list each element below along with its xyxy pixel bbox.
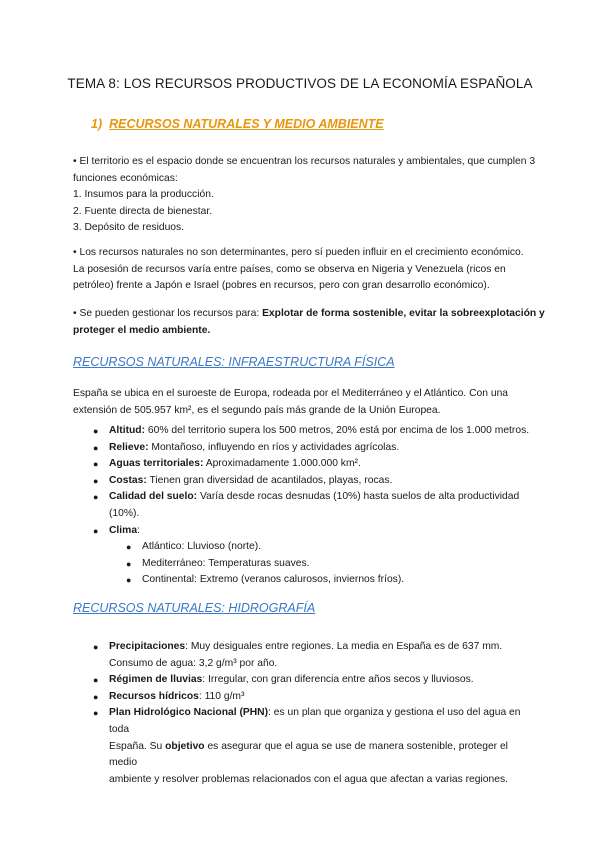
- bullet-icon: ●: [93, 442, 99, 453]
- paragraph-line: España se ubica en el suroeste de Europa, rodeada por el Mediterráneo y el Atlántico. Con una: [73, 388, 509, 399]
- item-label: Recursos hídricos: [109, 690, 199, 702]
- list-item-phn: [93, 705, 533, 738]
- paragraph-line: [73, 323, 533, 340]
- item-label: Régimen de lluvias: [109, 674, 203, 686]
- bullet-icon: ●: [93, 492, 99, 503]
- item-text: 60% del territorio supera los 500 metros, 20% está por encima de los 1.000 metros.: [145, 425, 530, 436]
- item-text: es asegurar que el agua se use de manera sostenible, proteger el medio: [109, 740, 508, 769]
- item-text: Atlántico: Lluvioso (norte).: [142, 541, 262, 553]
- bold-text: objetivo: [165, 740, 205, 752]
- hydrography-list: [93, 639, 533, 788]
- paragraph-management: [73, 306, 545, 339]
- item-text: Tienen gran diversidad de acantilados, playas, rocas.: [146, 474, 393, 486]
- climate-item: [93, 572, 533, 589]
- list-item-suelo: [93, 489, 533, 506]
- paragraph-line: • El territorio es el espacio donde se encuentran los recursos naturales y ambientales, que cumplen 3: [73, 156, 536, 167]
- list-item: 1. Insumos para la producción.: [73, 189, 214, 201]
- item-label: Calidad del suelo:: [109, 491, 198, 503]
- item-text: Continental: Extremo (veranos calurosos, inviernos fríos).: [142, 574, 405, 586]
- item-text: Aproximadamente 1.000.000 km².: [203, 458, 361, 470]
- page-title: TEMA 8: LOS RECURSOS PRODUCTIVOS DE LA ECONOMÍA ESPAÑOLA: [67, 76, 533, 91]
- paragraph-determinants: [73, 245, 533, 295]
- item-text: Montañoso, influyendo en ríos y actividades agrícolas.: [148, 441, 400, 453]
- climate-item: [93, 539, 533, 556]
- item-text: Varía desde rocas desnudas (10%) hasta suelos de alta productividad: [197, 491, 520, 503]
- item-text: ambiente y resolver problemas relacionados con el agua que afectan a varias regiones.: [109, 773, 508, 785]
- bullet-icon: ●: [126, 575, 132, 586]
- item-text: : Muy desiguales entre regiones. La media en España es de 637 mm.: [185, 641, 503, 652]
- list-item-altitud: [93, 423, 533, 440]
- list-item-regimen: [93, 672, 533, 689]
- list-item-phn-cont: [93, 772, 533, 789]
- bullet-icon: ●: [93, 426, 99, 436]
- bullet-icon: ●: [126, 558, 132, 569]
- bullet-icon: ●: [93, 675, 99, 686]
- text-prefix: • Se pueden gestionar los recursos para:: [73, 308, 263, 319]
- list-item-aguas: [93, 456, 533, 473]
- list-item-costas: [93, 473, 533, 490]
- item-text: : Irregular, con gran diferencia entre años secos y lluviosos.: [202, 674, 474, 686]
- bullet-icon: ●: [93, 708, 99, 719]
- bold-text: Explotar de forma sostenible, evitar la sobreexplotación y: [262, 308, 545, 319]
- paragraph-line: extensión de 505.957 km², es el segundo país más grande de la Unión Europea.: [73, 404, 441, 416]
- item-text: España. Su: [109, 740, 166, 752]
- item-label: Plan Hidrológico Nacional (PHN): [109, 707, 269, 719]
- list-item: 2. Fuente directa de bienestar.: [73, 205, 213, 217]
- item-text: (10%).: [109, 507, 140, 519]
- paragraph-line: funciones económicas:: [73, 172, 178, 184]
- bullet-icon: ●: [93, 475, 99, 486]
- section-title: RECURSOS NATURALES Y MEDIO AMBIENTE: [109, 117, 384, 131]
- list-item-recursos-hidricos: [93, 689, 533, 706]
- paragraph-territory: [73, 154, 536, 237]
- bullet-icon: ●: [93, 525, 99, 536]
- item-text: Consumo de agua: 3,2 g/m³ por año.: [109, 657, 278, 669]
- heading-hydrography: RECURSOS NATURALES: HIDROGRAFÍA: [73, 601, 316, 615]
- item-label: Precipitaciones: [109, 641, 186, 652]
- item-text: :: [137, 524, 140, 536]
- item-text: : es un plan que organiza y gestiona el uso del agua en toda: [109, 707, 521, 735]
- item-label: Aguas territoriales:: [109, 458, 204, 470]
- paragraph-line: • Los recursos naturales no son determinantes, pero sí pueden influir en el crecimiento económico.: [73, 247, 524, 258]
- list-item-relieve: [93, 440, 533, 457]
- item-label: Altitud:: [109, 425, 146, 436]
- list-item-suelo-cont: [93, 506, 533, 523]
- list-item-phn-cont: [93, 739, 533, 772]
- infrastructure-list: [93, 423, 533, 589]
- list-item-precipitaciones-cont: [93, 656, 533, 673]
- climate-item: [93, 556, 533, 573]
- bullet-icon: ●: [93, 642, 99, 652]
- list-item-precipitaciones: [93, 639, 533, 656]
- list-item: 3. Depósito de residuos.: [73, 222, 185, 234]
- bullet-icon: ●: [93, 459, 99, 470]
- section-heading-natural-resources: [91, 117, 384, 131]
- paragraph-line: La posesión de recursos varía entre países, como se observa en Nigeria y Venezuela (ricos en: [73, 263, 506, 275]
- list-item-clima: [93, 523, 533, 540]
- bullet-icon: ●: [93, 691, 99, 702]
- heading-physical-infrastructure: RECURSOS NATURALES: INFRAESTRUCTURA FÍSICA: [73, 355, 395, 369]
- bullet-icon: ●: [126, 542, 132, 553]
- item-label: Costas:: [109, 474, 147, 486]
- item-text: : 110 g/m³: [198, 690, 245, 702]
- item-text: Mediterráneo: Temperaturas suaves.: [142, 557, 310, 569]
- item-label: Relieve:: [109, 441, 149, 453]
- item-label: Clima: [109, 524, 138, 536]
- section-number: 1): [91, 117, 103, 131]
- paragraph-spain-intro: [73, 386, 533, 419]
- paragraph-line: [73, 306, 545, 323]
- bold-text: proteger el medio ambiente.: [73, 324, 211, 336]
- paragraph-line: petróleo) frente a Japón e Israel (pobres en recursos, pero con gran desarrollo económico).: [73, 280, 490, 292]
